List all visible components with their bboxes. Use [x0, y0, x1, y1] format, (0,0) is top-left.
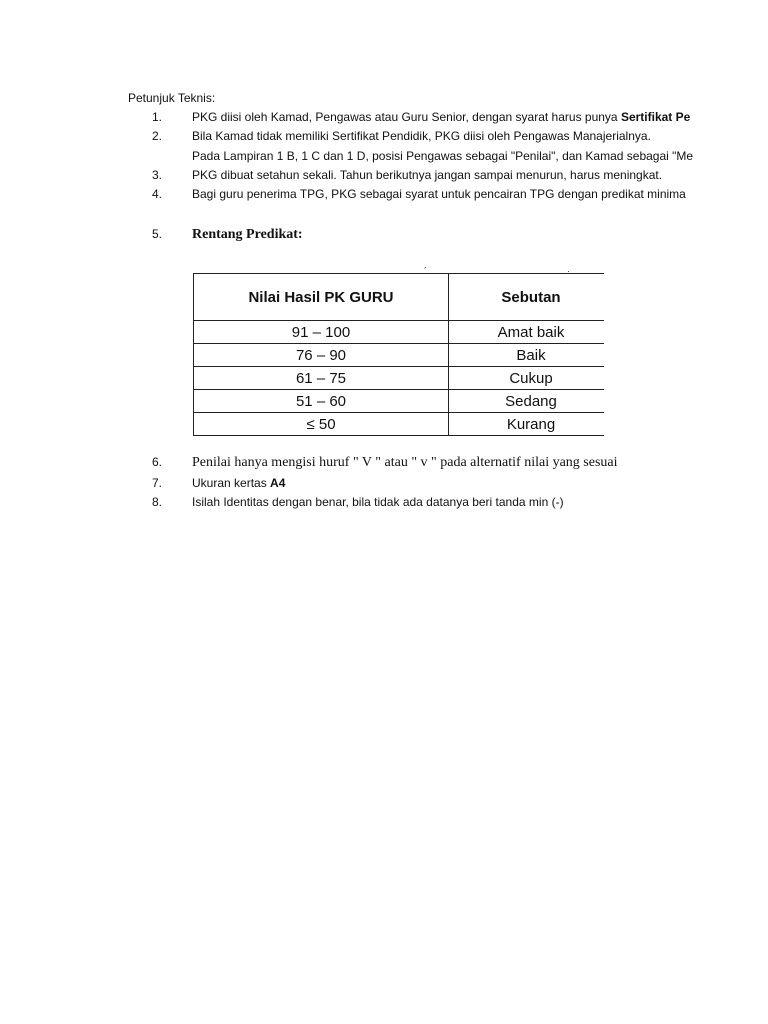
table-cell-label: Kurang [449, 413, 605, 436]
table-row [194, 390, 605, 413]
list-item-5 [0, 227, 768, 245]
item-number: 4. [152, 187, 163, 201]
list-item-2-continuation [0, 149, 768, 167]
predicate-table-container [193, 273, 604, 439]
item-text-plain: Ukuran kertas [192, 476, 271, 490]
item-text: Isilah Identitas dengan benar, bila tidak ada datanya beri tanda min (-) [192, 495, 564, 509]
item-number: 2. [152, 129, 163, 143]
list-item-6 [0, 455, 768, 473]
table-cell-label: Amat baik [449, 321, 605, 344]
table-cell-score: 51 – 60 [194, 390, 449, 413]
item-text: Rentang Predikat: [192, 227, 303, 242]
list-item-7 [0, 476, 768, 494]
table-row [194, 344, 605, 367]
table-cell-score: 61 – 75 [194, 367, 449, 390]
table-cell-score: 76 – 90 [194, 344, 449, 367]
item-text: Penilai hanya mengisi huruf " V " atau " v " pada alternatif nilai yang sesuai [192, 455, 618, 470]
table-row [194, 321, 605, 344]
list-item-2 [0, 129, 768, 147]
item-text [192, 476, 702, 490]
item-number: 5. [152, 227, 163, 241]
list-item-3 [0, 168, 768, 186]
item-number: 1. [152, 110, 163, 124]
table-cell-score: 91 – 100 [194, 321, 449, 344]
table-row [194, 367, 605, 390]
table-header-row [194, 274, 605, 321]
item-number: 7. [152, 476, 163, 490]
item-number: 3. [152, 168, 163, 182]
table-cell-label: Cukup [449, 367, 605, 390]
item-text: Pada Lampiran 1 B, 1 C dan 1 D, posisi Pengawas sebagai "Penilai", dan Kamad sebagai "Me [192, 149, 694, 163]
item-text-plain: PKG diisi oleh Kamad, Pengawas atau Guru Senior, dengan syarat harus punya [192, 110, 621, 124]
scan-artifact: · [567, 266, 570, 276]
table-cell-label: Sedang [449, 390, 605, 413]
list-item-8 [0, 495, 768, 513]
table-cell-score: ≤ 50 [194, 413, 449, 436]
predicate-table [193, 273, 604, 436]
table-cell-label: Baik [449, 344, 605, 367]
column-header-label: Sebutan [449, 274, 605, 321]
list-item-4 [0, 187, 768, 205]
item-text [192, 110, 702, 124]
column-header-score: Nilai Hasil PK GURU [194, 274, 449, 321]
table-row [194, 413, 605, 436]
section-heading: Petunjuk Teknis: [128, 91, 216, 105]
item-number: 6. [152, 455, 163, 469]
item-text-bold: A4 [270, 476, 286, 490]
scan-artifact: ´ [424, 266, 427, 276]
item-text: Bagi guru penerima TPG, PKG sebagai syarat untuk pencairan TPG dengan predikat minima [192, 187, 686, 201]
list-item-1 [0, 110, 768, 128]
item-text-bold: Sertifikat Pe [620, 110, 691, 124]
item-text: Bila Kamad tidak memiliki Sertifikat Pendidik, PKG diisi oleh Pengawas Manajerialnya. [192, 129, 651, 143]
item-text: PKG dibuat setahun sekali. Tahun berikutnya jangan sampai menurun, harus meningkat. [192, 168, 663, 182]
item-number: 8. [152, 495, 163, 509]
